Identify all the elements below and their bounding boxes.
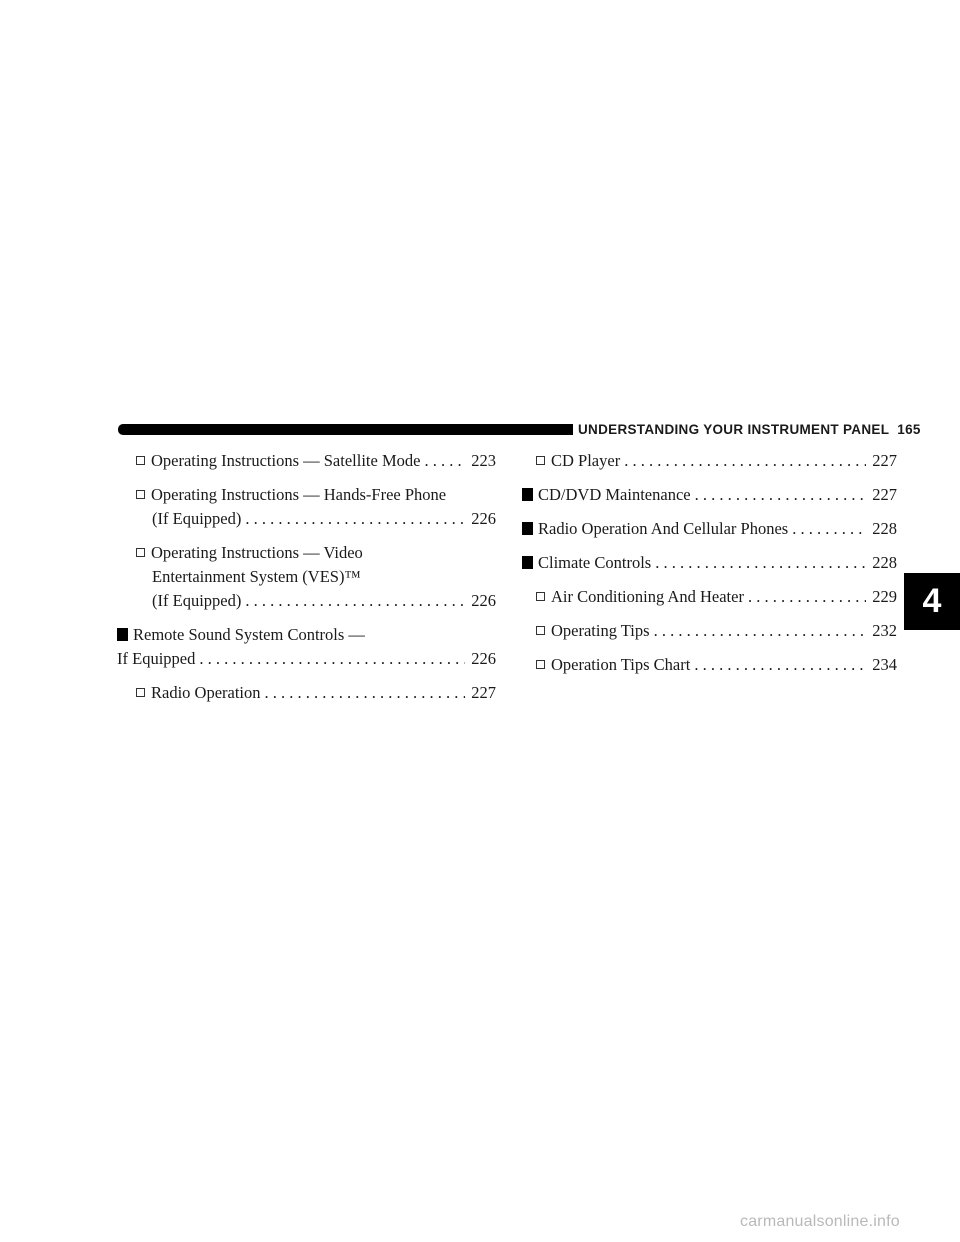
toc-entry[interactable] <box>136 483 496 531</box>
entry-title: Operating Instructions — Video <box>151 543 363 562</box>
square-outline-bullet-icon <box>136 456 145 465</box>
toc-entry[interactable] <box>522 653 897 677</box>
toc-entry[interactable] <box>136 681 496 705</box>
dot-leader <box>241 589 465 613</box>
entry-page: 234 <box>872 655 897 674</box>
entry-page: 229 <box>872 587 897 606</box>
square-filled-bullet-icon <box>522 556 533 569</box>
entry-title: CD/DVD Maintenance <box>538 485 691 504</box>
entry-page: 228 <box>872 553 897 572</box>
entry-page: 226 <box>471 509 496 528</box>
square-outline-bullet-icon <box>536 456 545 465</box>
entry-page: 227 <box>872 451 897 470</box>
dot-leader <box>420 449 465 473</box>
entry-title: Radio Operation And Cellular Phones <box>538 519 789 538</box>
entry-title: Operating Instructions — Satellite Mode <box>151 451 421 470</box>
chapter-number: 4 <box>922 582 942 620</box>
entry-title: Climate Controls <box>538 553 652 572</box>
square-outline-bullet-icon <box>136 548 145 557</box>
toc-entry[interactable] <box>136 541 496 613</box>
section-title: UNDERSTANDING YOUR INSTRUMENT PANEL <box>578 422 890 437</box>
dot-leader <box>261 681 466 705</box>
toc-entry[interactable] <box>522 619 897 643</box>
toc-entry[interactable] <box>522 585 897 609</box>
entry-title: Remote Sound System Controls — <box>133 625 365 644</box>
running-header <box>578 422 921 437</box>
entry-title-continued: (If Equipped) <box>152 509 242 528</box>
toc-entry[interactable] <box>522 449 897 473</box>
dot-leader <box>690 653 866 677</box>
watermark: carmanualsonline.info <box>740 1213 900 1230</box>
entry-title-continued: Entertainment System (VES)™ <box>152 567 361 586</box>
chapter-tab[interactable] <box>904 573 960 630</box>
toc-entry[interactable] <box>522 517 897 541</box>
dot-leader <box>788 517 866 541</box>
entry-page: 227 <box>872 485 897 504</box>
square-filled-bullet-icon <box>522 522 533 535</box>
entry-title: Operation Tips Chart <box>551 655 691 674</box>
square-outline-bullet-icon <box>536 592 545 601</box>
entry-page: 227 <box>471 683 496 702</box>
entry-title-continued: If Equipped <box>117 649 196 668</box>
toc-entry[interactable] <box>522 551 897 575</box>
dot-leader <box>195 647 465 671</box>
page-number: 165 <box>897 422 921 437</box>
square-outline-bullet-icon <box>536 626 545 635</box>
dot-leader <box>620 449 866 473</box>
entry-title: Radio Operation <box>151 683 261 702</box>
dot-leader <box>651 551 866 575</box>
entry-title: Air Conditioning And Heater <box>551 587 744 606</box>
square-outline-bullet-icon <box>136 688 145 697</box>
entry-page: 223 <box>471 451 496 470</box>
header-rule-bar <box>118 424 573 435</box>
entry-title-continued: (If Equipped) <box>152 591 242 610</box>
dot-leader <box>691 483 867 507</box>
dot-leader <box>650 619 867 643</box>
entry-page: 228 <box>872 519 897 538</box>
toc-right-column <box>522 449 897 687</box>
toc-entry[interactable] <box>117 623 496 671</box>
toc-entry[interactable] <box>136 449 496 473</box>
dot-leader <box>744 585 866 609</box>
entry-page: 226 <box>471 591 496 610</box>
toc-entry[interactable] <box>522 483 897 507</box>
entry-title: Operating Tips <box>551 621 650 640</box>
entry-title: CD Player <box>551 451 621 470</box>
entry-page: 226 <box>471 649 496 668</box>
square-outline-bullet-icon <box>136 490 145 499</box>
entry-page: 232 <box>872 621 897 640</box>
square-filled-bullet-icon <box>522 488 533 501</box>
toc-left-column <box>117 449 496 715</box>
entry-title: Operating Instructions — Hands-Free Phone <box>151 485 447 504</box>
dot-leader <box>241 507 465 531</box>
square-outline-bullet-icon <box>536 660 545 669</box>
square-filled-bullet-icon <box>117 628 128 641</box>
